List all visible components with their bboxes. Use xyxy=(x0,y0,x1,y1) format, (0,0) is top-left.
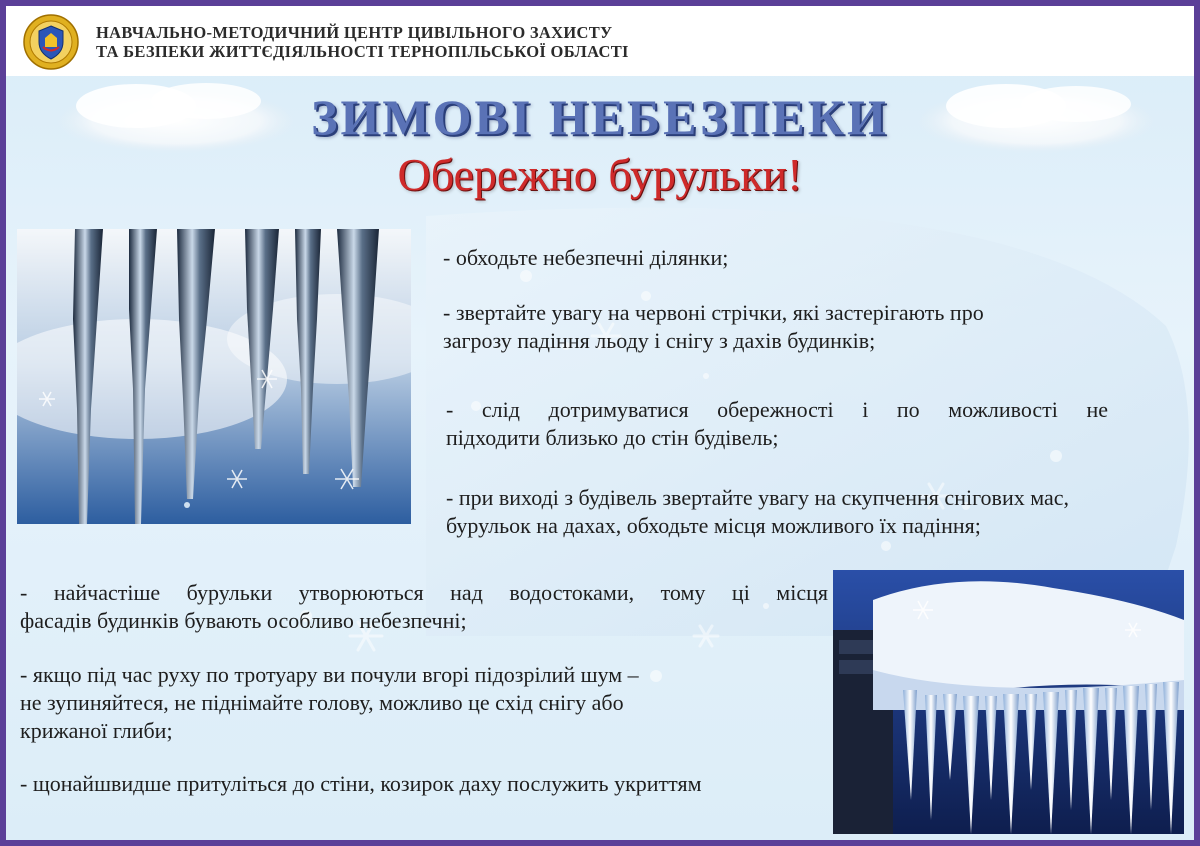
poster-title: ЗИМОВІ НЕБЕЗПЕКИ xyxy=(311,89,889,145)
rule-text-line: підходити близько до стін будівель; xyxy=(446,425,779,450)
rule-drainpipes xyxy=(20,579,828,635)
poster xyxy=(6,6,1194,840)
rule-text-line: не зупиняйтеся, не піднімайте голову, можливо це схід снігу або xyxy=(20,690,624,715)
rule-text-line: крижаної глиби; xyxy=(20,718,173,743)
roof-icicles-photo xyxy=(833,570,1184,834)
header-bar xyxy=(6,6,1194,76)
rule-keep-away-from-walls xyxy=(446,396,1108,452)
rule-text-line: - при виході з будівель звертайте увагу на скупчення снігових мас, xyxy=(446,485,1070,510)
rule-text-line: - якщо під час руху по тротуару ви почули вгорі підозрілий шум – xyxy=(20,662,639,687)
roof-icicles-photo-image xyxy=(833,570,1184,834)
rule-text-line: - найчастіше бурульки утворюються над водостоками, тому ці місця xyxy=(20,580,828,605)
rule-exit-buildings xyxy=(446,484,1186,540)
rule-text-line: - слід дотримуватися обережності і по можливості не xyxy=(446,397,1108,422)
civil-protection-emblem-icon xyxy=(23,14,79,70)
rule-text-line: загрозу падіння льоду і снігу з дахів будинків; xyxy=(443,328,876,353)
icicles-photo xyxy=(17,229,411,524)
rule-press-to-wall: - щонайшвидше притуліться до стіни, козирок даху послужить укриттям xyxy=(20,771,702,796)
poster-subtitle: Обережно бурульки! xyxy=(397,149,803,200)
rule-text-line: фасадів будинків бувають особливо небезпечні; xyxy=(20,608,467,633)
org-name-line-1: НАВЧАЛЬНО-МЕТОДИЧНИЙ ЦЕНТР ЦИВІЛЬНОГО ЗАХИСТУ xyxy=(96,23,613,42)
rule-avoid-dangerous-areas: - обходьте небезпечні ділянки; xyxy=(443,245,729,270)
rule-suspicious-noise xyxy=(20,661,760,745)
rule-text-line: бурульок на дахах, обходьте місця можливого їх падіння; xyxy=(446,513,981,538)
rule-text-line: - звертайте увагу на червоні стрічки, які застерігають про xyxy=(443,300,984,325)
rule-red-ribbons xyxy=(443,299,1143,355)
org-name-line-2: ТА БЕЗПЕКИ ЖИТТЄДІЯЛЬНОСТІ ТЕРНОПІЛЬСЬКОЇ ОБЛАСТІ xyxy=(96,42,629,61)
icicles-photo-image xyxy=(17,229,411,524)
